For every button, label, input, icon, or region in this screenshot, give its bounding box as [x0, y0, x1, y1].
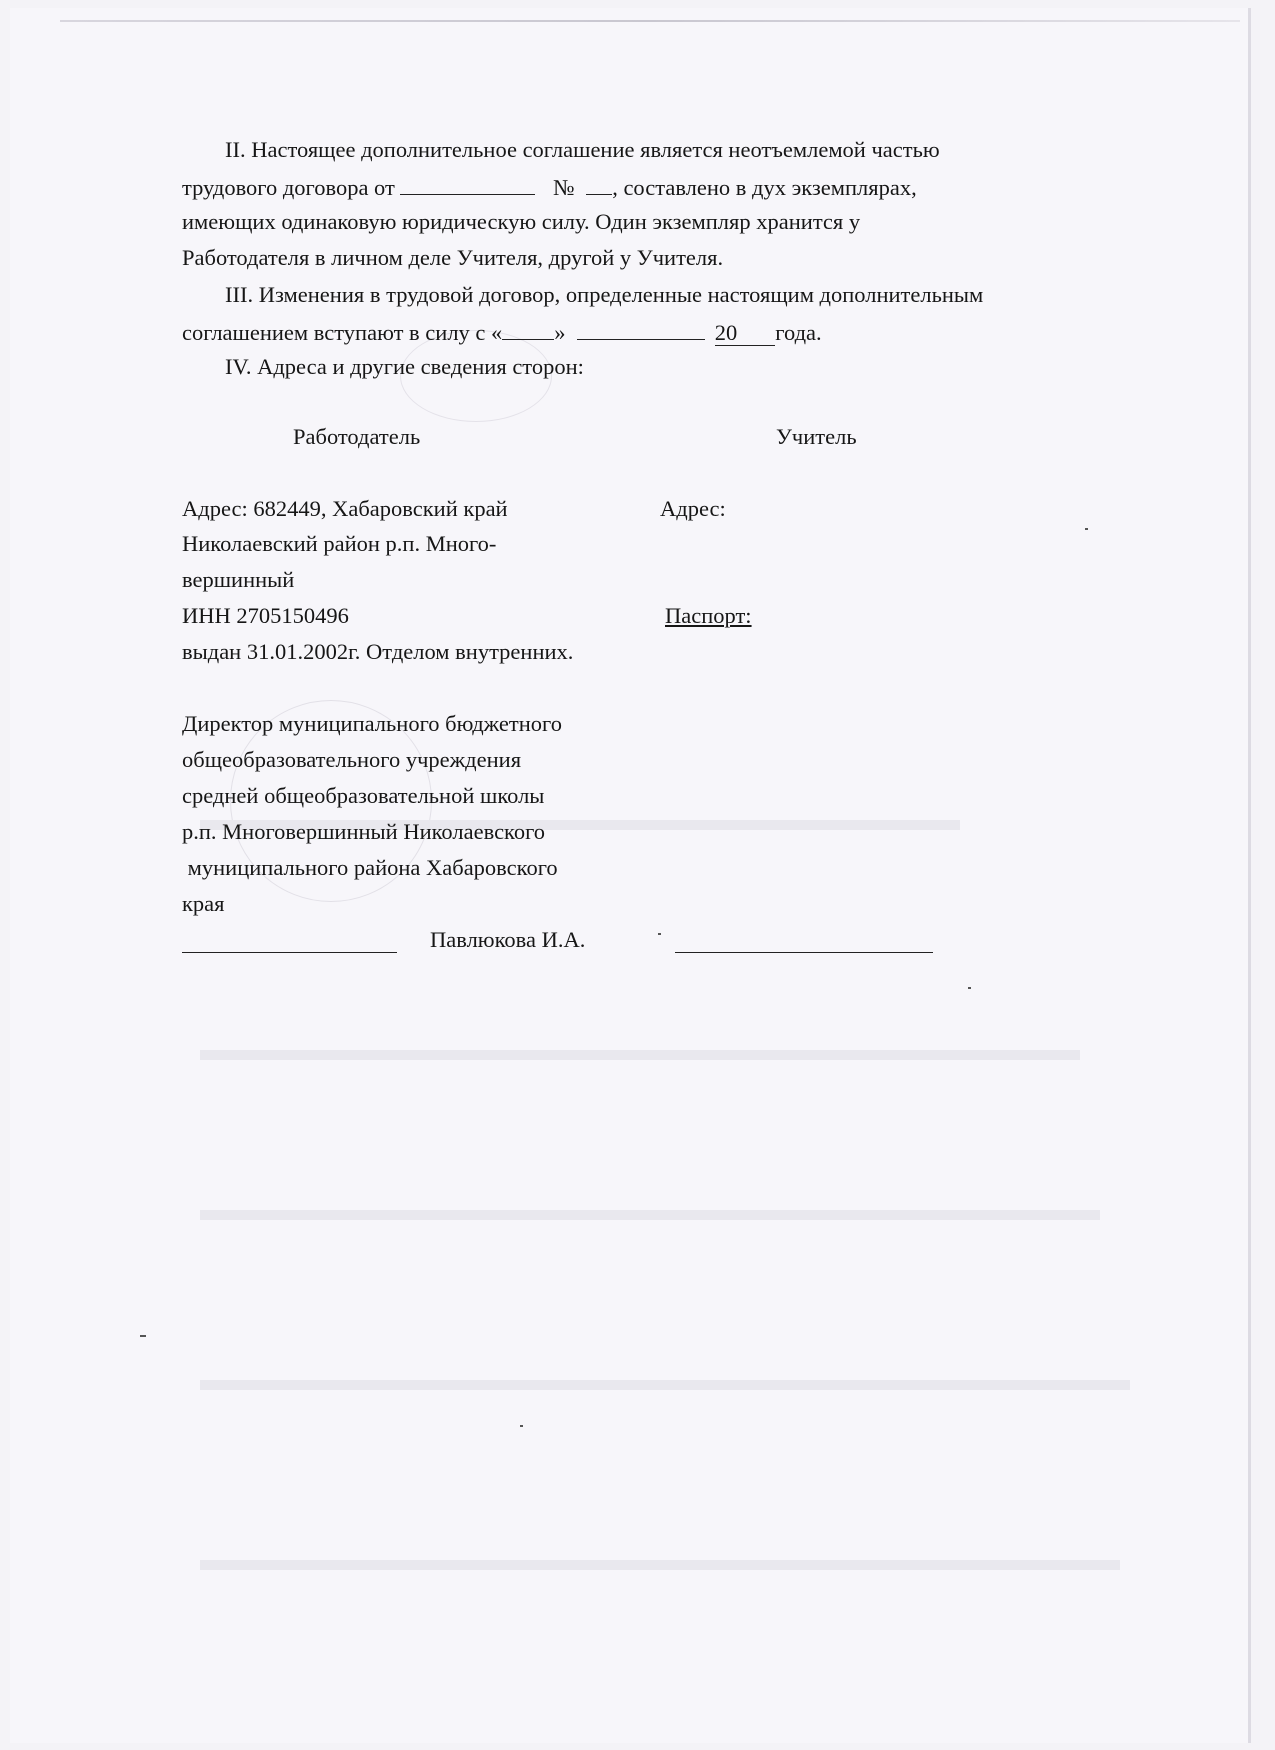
director-position-line-1: Директор муниципального бюджетного [182, 711, 562, 736]
section-2-line-1: II. Настоящее дополнительное соглашение является неотъемлемой частью [225, 137, 940, 162]
teacher-heading: Учитель [776, 424, 857, 449]
director-position-line-6: края [182, 891, 225, 916]
year-suffix: года. [775, 320, 822, 345]
contract-number-blank [586, 174, 612, 195]
employer-issued: выдан 31.01.2002г. Отделом внутренних. [182, 639, 574, 664]
director-signature-line [182, 952, 397, 953]
copies-text: , составлено в дух экземплярах, [612, 175, 917, 200]
section-2-line-2 [182, 174, 917, 200]
director-position-line-2: общеобразовательного учреждения [182, 747, 522, 772]
section-3-line-1: III. Изменения в трудовой договор, определенные настоящим дополнительным [225, 282, 984, 307]
employer-address-line-3: вершинный [182, 567, 295, 592]
effective-date-label: соглашением вступают в силу с « [182, 320, 503, 345]
section-4-heading: IV. Адреса и другие сведения сторон: [225, 354, 584, 379]
year-prefix: 20 [714, 320, 738, 345]
contract-number-label: № [553, 175, 575, 200]
speck [658, 933, 661, 935]
contract-date-label: трудового договора от [182, 175, 395, 200]
effective-quote-close: » [554, 320, 566, 345]
speck [140, 1335, 146, 1337]
director-position-line-3: средней общеобразовательной школы [182, 783, 545, 808]
speck [968, 987, 971, 989]
contract-date-blank [400, 174, 535, 195]
employer-inn: ИНН 2705150496 [182, 603, 349, 628]
page-edge-line [60, 20, 1240, 22]
section-3-line-2 [182, 319, 822, 346]
effective-year-blank [715, 321, 776, 346]
section-2-line-3: имеющих одинаковую юридическую силу. Один экземпляр хранится у [182, 209, 861, 234]
director-position-line-4: р.п. Многовершинный Николаевского [182, 819, 546, 844]
employer-address-line-1: Адрес: 682449, Хабаровский край [182, 496, 508, 521]
section-2-line-4: Работодателя в личном деле Учителя, другой у Учителя. [182, 245, 724, 270]
director-position-line-5: муниципального района Хабаровского [182, 855, 558, 880]
effective-month-blank [577, 319, 705, 340]
effective-day-blank [502, 319, 554, 340]
employer-heading: Работодатель [293, 424, 421, 449]
speck [520, 1425, 523, 1427]
teacher-address-label: Адрес: [660, 496, 726, 521]
speck [1085, 528, 1088, 530]
teacher-passport-label: Паспорт: [665, 603, 752, 628]
teacher-signature-line [675, 952, 933, 953]
employer-address-line-2: Николаевский район р.п. Много- [182, 531, 497, 556]
director-name: Павлюкова И.А. [430, 927, 586, 952]
